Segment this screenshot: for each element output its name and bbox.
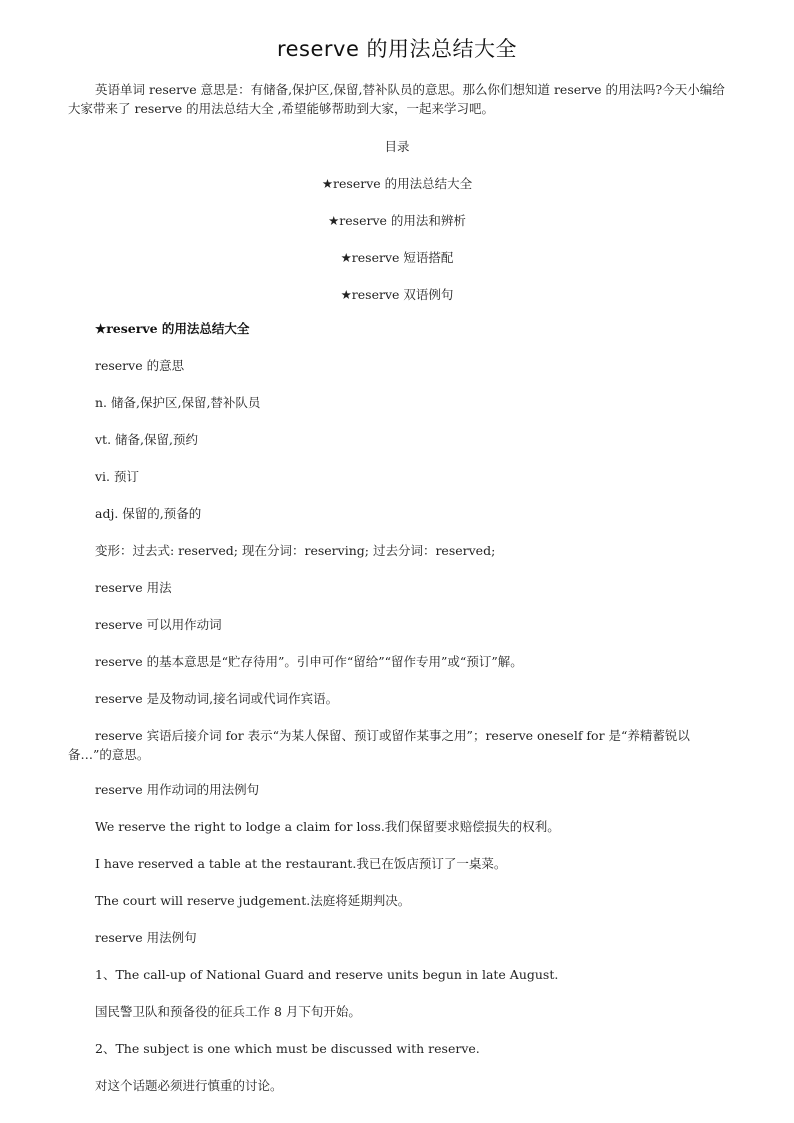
example-chinese: 国民警卫队和预备役的征兵工作 8 月下旬开始。 <box>95 1004 361 1019</box>
example-english: 1、The call-up of National Guard and reserve units begun in late August. <box>95 967 559 982</box>
meaning-heading: reserve 的意思 <box>95 358 185 373</box>
example-chinese: 对这个话题必须进行慎重的讨论。 <box>95 1078 283 1093</box>
document-title: reserve 的用法总结大全 <box>276 37 518 61</box>
toc-item[interactable]: ★reserve 短语搭配 <box>340 250 454 265</box>
verb-example: I have reserved a table at the restaurant.我已在饭店预订了一桌菜。 <box>95 856 507 871</box>
definition-noun: n. 储备,保护区,保留,替补队员 <box>95 395 261 410</box>
section-heading: ★reserve 的用法总结大全 <box>95 321 250 336</box>
usage-heading: reserve 用法 <box>95 580 172 595</box>
word-forms: 变形：过去式: reserved; 现在分词：reserving; 过去分词：reserved; <box>95 543 496 558</box>
definition-vi: vi. 预订 <box>95 469 140 484</box>
toc-item[interactable]: ★reserve 的用法总结大全 <box>321 176 473 191</box>
basic-meaning-line: reserve 的基本意思是“贮存待用”。引申可作“留给”“留作专用”或“预订”解。 <box>95 654 523 669</box>
object-for-paragraph: reserve 宾语后接介词 for 表示“为某人保留、预订或留作某事之用”；reserve oneself for 是“养精蓄锐以备…”的意思。 <box>68 728 690 762</box>
verb-usage-line: reserve 可以用作动词 <box>95 617 222 632</box>
verb-examples-heading: reserve 用作动词的用法例句 <box>95 782 260 797</box>
toc-item[interactable]: ★reserve 双语例句 <box>340 287 454 302</box>
toc-heading: 目录 <box>384 139 410 154</box>
examples-heading: reserve 用法例句 <box>95 930 197 945</box>
verb-example: The court will reserve judgement.法庭将延期判决。 <box>95 893 411 908</box>
definition-adj: adj. 保留的,预备的 <box>95 506 202 521</box>
transitive-line: reserve 是及物动词,接名词或代词作宾语。 <box>95 691 339 706</box>
toc-item[interactable]: ★reserve 的用法和辨析 <box>328 213 466 228</box>
intro-paragraph: 英语单词 reserve 意思是：有储备,保护区,保留,替补队员的意思。那么你们想知道 reserve 的用法吗?今天小编给大家带来了 reserve 的用法总结大全 ,希望能够帮助到大家，一起来学习吧。 <box>68 82 725 116</box>
definition-vt: vt. 储备,保留,预约 <box>95 432 198 447</box>
example-english: 2、The subject is one which must be discussed with reserve. <box>95 1041 480 1056</box>
verb-example: We reserve the right to lodge a claim for loss.我们保留要求赔偿损失的权利。 <box>95 819 560 834</box>
